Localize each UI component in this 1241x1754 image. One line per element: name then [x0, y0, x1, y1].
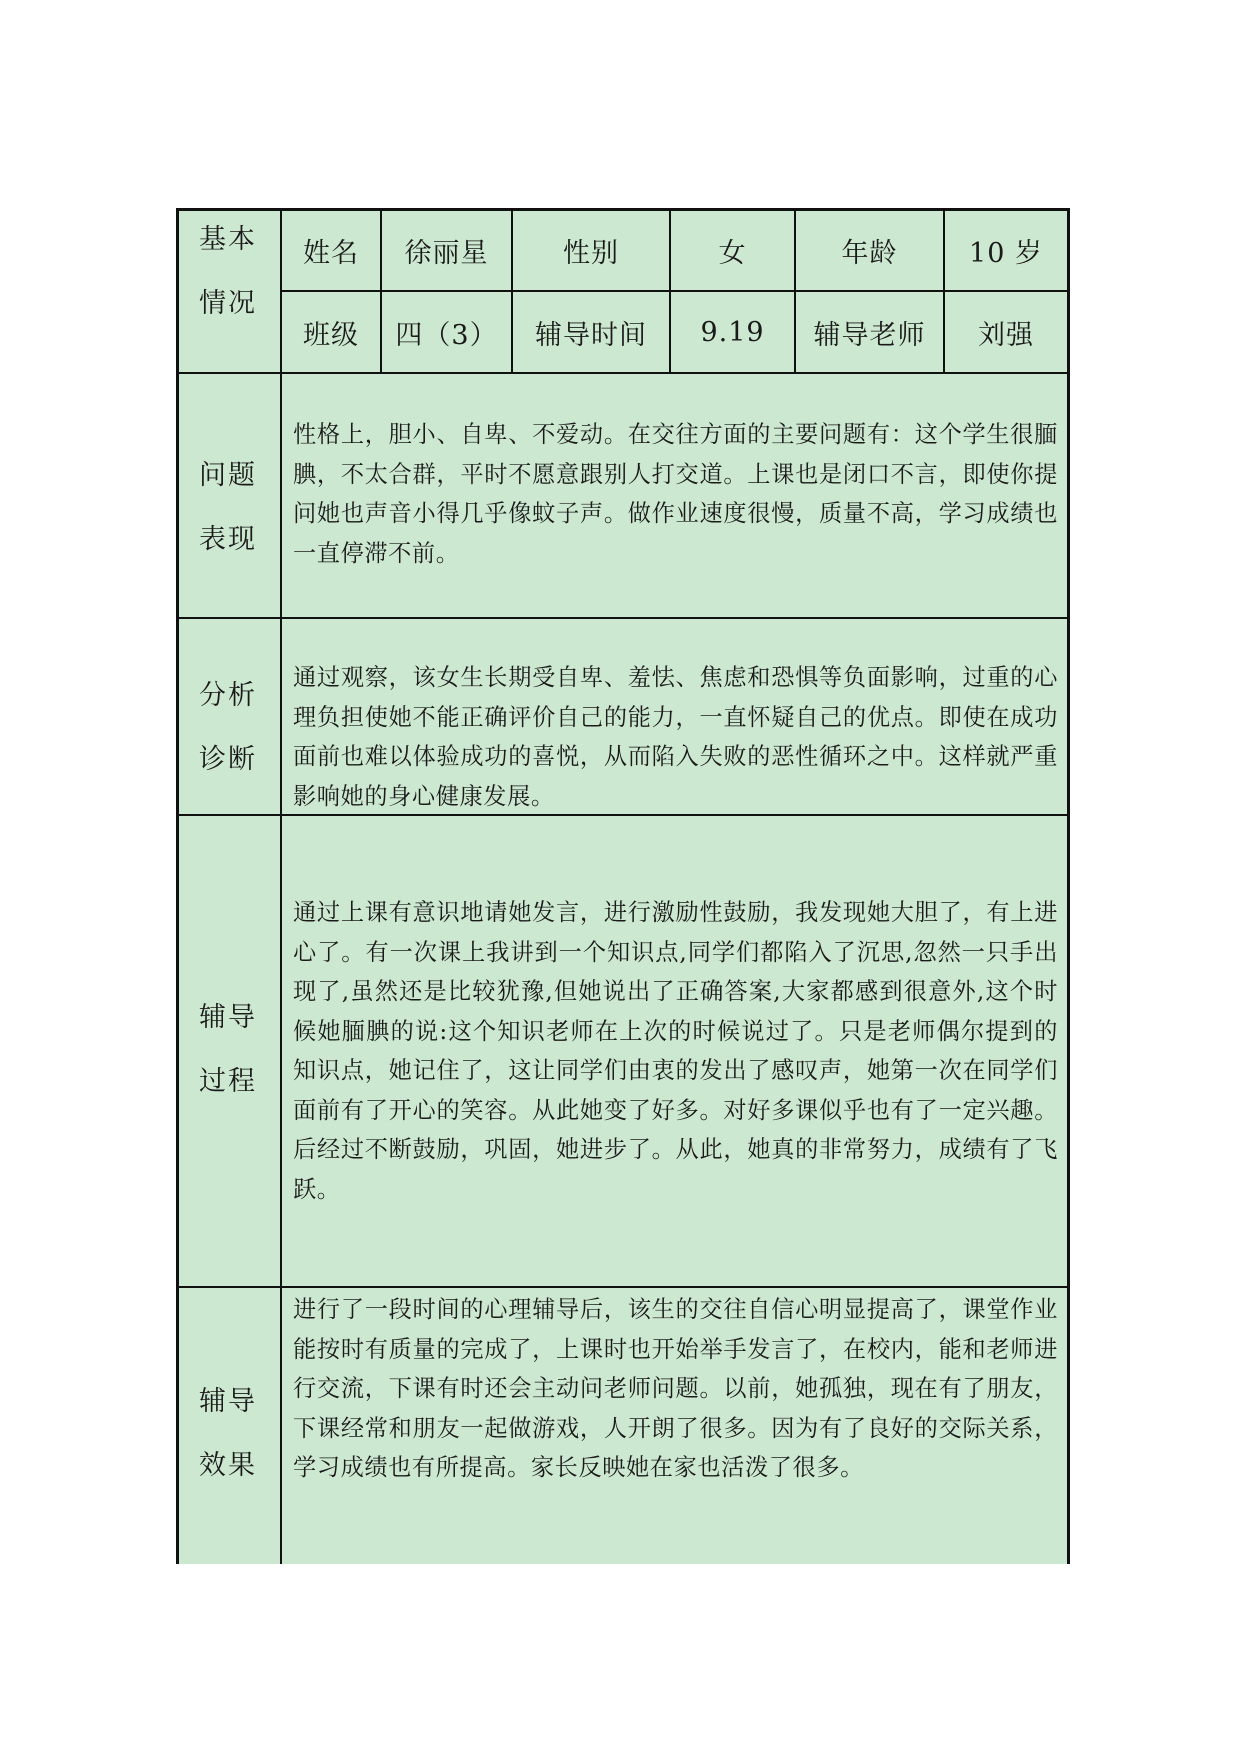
basic-info-label-line1: 基本: [199, 224, 257, 255]
process-label-line2: 过程: [199, 1066, 257, 1097]
analysis-description: 通过观察，该女生长期受自卑、羞怯、焦虑和恐惧等负面影响，过重的心理负担使她不能正确评价自己的能力，一直怀疑自己的优点。即使在成功面前也难以体验成功的喜悦，从而陷入失败的恶性循环之中。这样就严重影响她的身心健康发展。: [293, 664, 1058, 810]
process-label: [176, 986, 280, 1114]
problem-label-line1: 问题: [199, 460, 257, 491]
counseling-record-table: [176, 208, 1070, 1564]
row-divider-problem-analysis: [176, 617, 1070, 619]
age-value: 10 岁: [969, 237, 1043, 269]
gender-label: 性别: [563, 237, 619, 269]
analysis-label-line1: 分析: [199, 680, 257, 711]
basic-info-label: [176, 208, 280, 336]
name-label: 姓名: [303, 237, 359, 269]
basic-info-label-line2: 情况: [199, 288, 257, 319]
problem-label: [176, 444, 280, 572]
effect-label-line2: 效果: [199, 1450, 257, 1481]
process-label-line1: 辅导: [199, 1002, 257, 1033]
class-label: 班级: [303, 319, 359, 351]
effect-label-line1: 辅导: [199, 1386, 257, 1417]
label-column-divider: [280, 208, 282, 1564]
class-value: 四（3）: [395, 319, 498, 351]
analysis-label: [176, 664, 280, 792]
analysis-label-line2: 诊断: [199, 744, 257, 775]
counseling-teacher-label: 辅导老师: [813, 319, 926, 351]
name-value: 徐丽星: [404, 237, 489, 269]
problem-label-line2: 表现: [199, 524, 257, 555]
effect-description: 进行了一段时间的心理辅导后，该生的交往自信心明显提高了，课堂作业能按时有质量的完成了，上课时也开始举手发言了，在校内，能和老师进行交流，下课有时还会主动问老师问题。以前，她孤独，现在有了朋友，下课经常和朋友一起做游戏，人开朗了很多。因为有了良好的交际关系，学习成绩也有所提高。家长反映她在家也活泼了很多。: [293, 1296, 1058, 1481]
effect-label: [176, 1370, 280, 1498]
counseling-time-value: 9.19: [700, 316, 765, 348]
age-label: 年龄: [841, 237, 898, 269]
table-border-left: [176, 208, 179, 1564]
row-divider-process-effect: [176, 1286, 1070, 1288]
gender-value: 女: [718, 237, 747, 269]
table-border-right: [1067, 208, 1070, 1564]
counseling-time-label: 辅导时间: [535, 319, 647, 351]
problem-description: 性格上，胆小、自卑、不爱动。在交往方面的主要问题有：这个学生很腼腆，不太合群，平时不愿意跟别人打交道。上课也是闭口不言，即使你提问她也声音小得几乎像蚊子声。做作业速度很慢，质量不高，学习成绩也一直停滞不前。: [293, 421, 1058, 567]
process-description: 通过上课有意识地请她发言，进行激励性鼓励，我发现她大胆了，有上进心了。有一次课上我讲到一个知识点,同学们都陷入了沉思,忽然一只手出现了,虽然还是比较犹豫,但她说出了正确答案,大家都感到很意外,这个时候她腼腆的说:这个知识老师在上次的时候说过了。只是老师偶尔提到的知识点，她记住了，这让同学们由衷的发出了感叹声，她第一次在同学们面前有了开心的笑容。从此她变了好多。对好多课似乎也有了一定兴趣。后经过不断鼓励，巩固，她进步了。从此，她真的非常努力，成绩有了飞跃。: [293, 899, 1058, 1203]
row-divider-basic-problem: [176, 372, 1070, 374]
counseling-teacher-value: 刘强: [978, 319, 1034, 351]
